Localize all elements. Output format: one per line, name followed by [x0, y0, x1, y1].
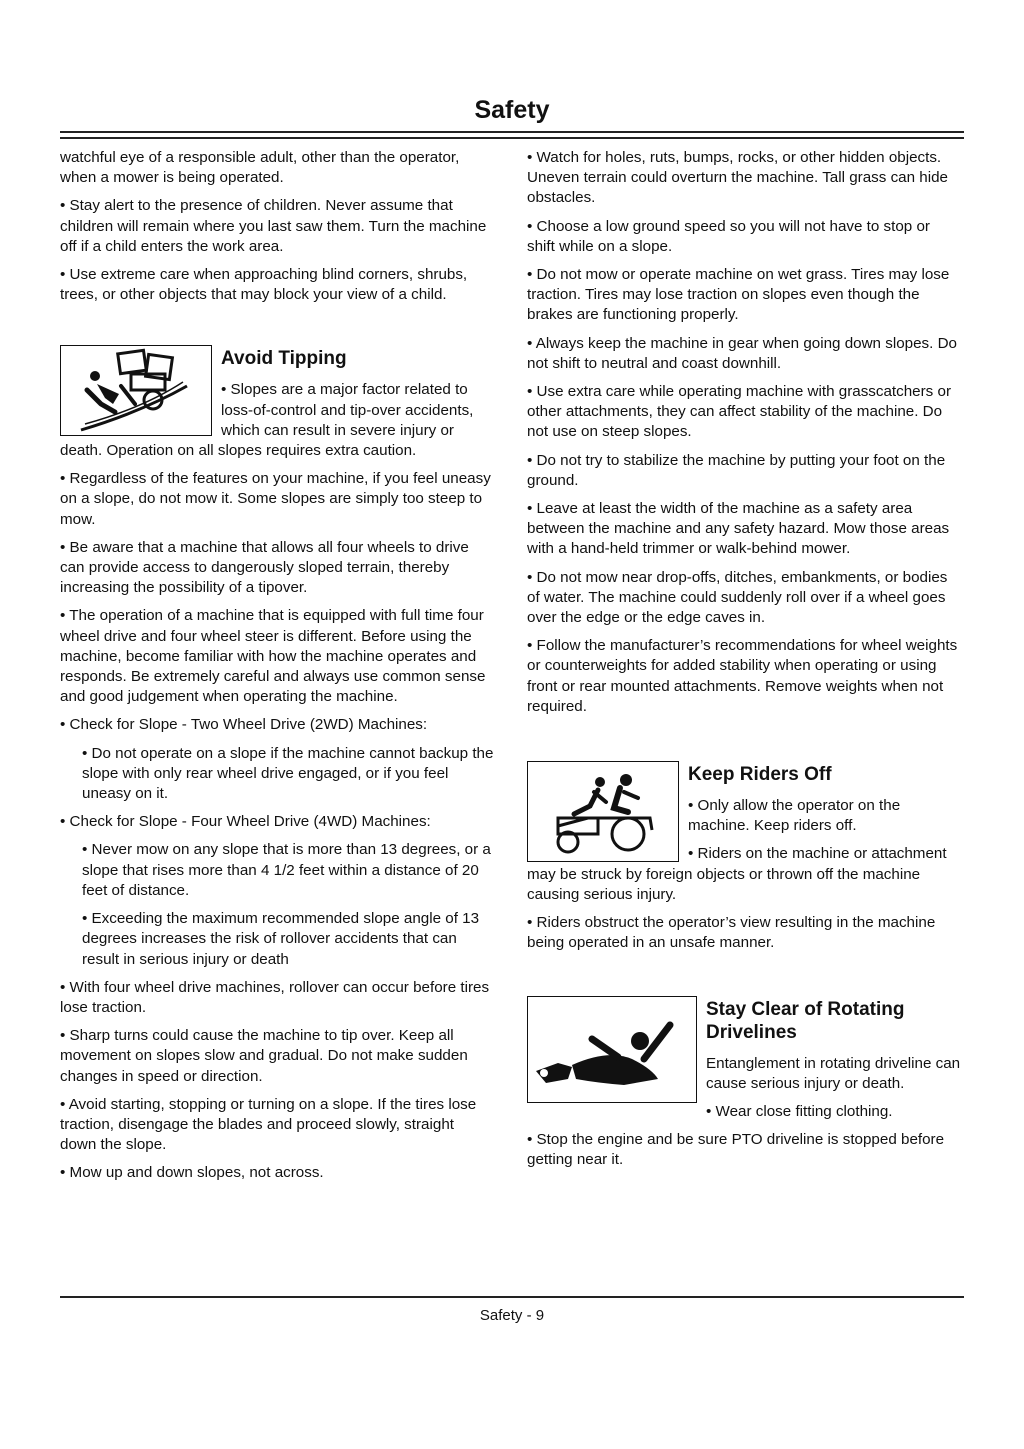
paragraph: • Riders obstruct the operator’s view resulting in the machine being operated in an unsafe manner. — [527, 914, 936, 952]
paragraph: • Stop the engine and be sure PTO driveline is stopped before getting near it. — [527, 1131, 945, 1169]
section-heading: Avoid Tipping — [221, 348, 347, 370]
page-number: Safety - 9 — [479, 1307, 545, 1324]
paragraph: • Stay alert to the presence of children. Never assume that children will remain where you last saw them. Turn the machine off if a child enters the work area. — [60, 197, 487, 255]
paragraph: • Choose a low ground speed so you will not have to stop or shift while on a slope. — [527, 217, 930, 255]
paragraph: • Wear close fitting clothing. — [706, 1102, 893, 1120]
section-heading: Keep Riders Off — [688, 764, 832, 786]
paragraph: • Leave at least the width of the machine as a safety area between the machine and any safety hazard. Mow those areas with a hand-held trimmer or walk-behind mower. — [527, 500, 950, 558]
paragraph: • With four wheel drive machines, rollover can occur before tires lose traction. — [60, 978, 490, 1016]
page-title: Safety — [474, 96, 550, 124]
paragraph: • Avoid starting, stopping or turning on a slope. If the tires lose traction, disengage the blades and proceed slowly, straight down the slope. — [60, 1095, 477, 1154]
section-stay-clear-drivelines — [527, 996, 961, 1131]
footer-rule — [60, 1296, 964, 1298]
driveline-entanglement-icon — [527, 996, 697, 1103]
paragraph: • Do not mow near drop-offs, ditches, embankments, or bodies of water. The machine could suddenly roll over if a wheel goes over the edge or the edge caves in. — [527, 568, 948, 627]
paragraph: • Watch for holes, ruts, bumps, rocks, or other hidden objects. Uneven terrain could overturn the machine. Tall grass can hide obstacles. — [527, 149, 948, 207]
paragraph: • Slopes are a major factor related to loss-of-control and tip-over accidents, which can result in severe injury or death. Operation on all slopes requires extra caution. — [60, 381, 474, 460]
section-heading: Stay Clear of Rotating Drivelines — [706, 998, 905, 1043]
sub-bullet: • Exceeding the maximum recommended slope angle of 13 degrees increases the risk of rollover accidents that can result in serious injury or death — [82, 910, 480, 968]
paragraph: • Regardless of the features on your machine, if you feel uneasy on a slope, do not mow it. Some slopes are simply too steep to mow. — [60, 470, 491, 528]
paragraph: • Do not try to stabilize the machine by putting your foot on the ground. — [527, 451, 946, 489]
paragraph: • Riders on the machine or attachment may be struck by foreign objects or thrown off the machine causing serious injury. — [527, 845, 947, 903]
paragraph: • Always keep the machine in gear when going down slopes. Do not shift to neutral and coast downhill. — [527, 334, 957, 372]
section-keep-riders-off — [527, 761, 961, 913]
paragraph: • The operation of a machine that is equipped with full time four wheel drive and four wheel steer is different. Before using the machine, become familiar with how the machine operates and responds. Be extremely careful and always use common sense and good judgement when operating the machine. — [60, 607, 486, 706]
paragraph: • Follow the manufacturer’s recommendations for wheel weights or counterweights for added stability when operating or using front or rear mounted attachments. Remove weights when not required. — [527, 637, 958, 715]
paragraph: Entanglement in rotating driveline can cause serious injury or death. — [706, 1054, 961, 1092]
header-double-rule — [60, 131, 964, 139]
sub-bullet: • Never mow on any slope that is more than 13 degrees, or a slope that rises more than 4 1/2 feet within a distance of 20 feet of distance. — [82, 841, 491, 899]
sub-bullet: • Do not operate on a slope if the machine cannot backup the slope with only rear wheel drive engaged, or if you feel uneasy on it. — [82, 744, 494, 803]
paragraph: • Use extreme care when approaching blind corners, shrubs, trees, or other objects that may block your view of a child. — [60, 266, 468, 304]
tractor-rollover-warning-icon — [60, 345, 212, 436]
right-column — [527, 148, 961, 1179]
paragraph: • Sharp turns could cause the machine to tip over. Keep all movement on slopes slow and gradual. Do not make sudden changes in speed or direction. — [60, 1027, 468, 1085]
paragraph: • Be aware that a machine that allows all four wheels to drive can provide access to dangerously sloped terrain, thereby increasing the possibility of a tipover. — [60, 538, 469, 597]
paragraph: watchful eye of a responsible adult, other than the operator, when a mower is being operated. — [60, 149, 460, 187]
rider-falling-off-tractor-icon — [527, 761, 679, 862]
paragraph: • Mow up and down slopes, not across. — [60, 1164, 324, 1182]
section-avoid-tipping — [60, 345, 494, 469]
left-column — [60, 148, 494, 1192]
paragraph: • Check for Slope - Two Wheel Drive (2WD) Machines: — [60, 716, 428, 734]
paragraph: • Check for Slope - Four Wheel Drive (4WD) Machines: — [60, 813, 431, 831]
paragraph: • Do not mow or operate machine on wet grass. Tires may lose traction. Tires may lose traction on slopes even though the brakes are functioning properly. — [527, 266, 950, 324]
paragraph: • Use extra care while operating machine with grasscatchers or other attachments, they can affect stability of the machine. Do not use on steep slopes. — [527, 383, 952, 441]
paragraph: • Only allow the operator on the machine. Keep riders off. — [688, 797, 901, 835]
